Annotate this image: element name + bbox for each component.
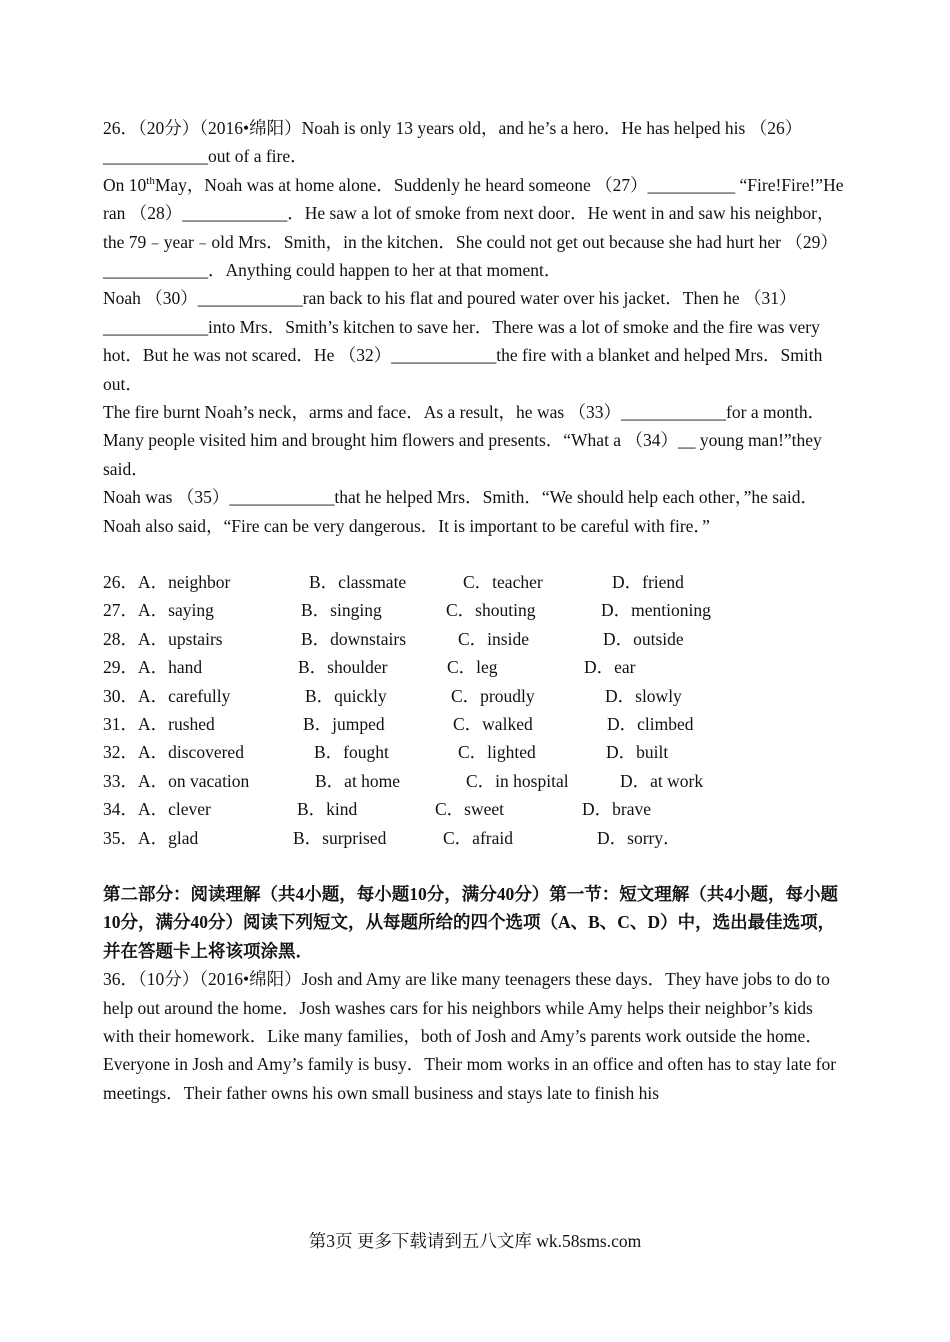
q36-paragraph-1: 36．（10分）（2016•绵阳）Josh and Amy are like many teenagers these days．They have jobs to do to help out around the home．Josh washes cars for his neighbors while Amy helps their neighbor’s kids with their homework．Like many families，both of Josh and Amy’s parents work outside the home． (103, 969, 830, 1047)
option-d: D．at work (620, 770, 704, 791)
option-b: B．singing (301, 600, 382, 621)
option-c: C．lighted (458, 742, 536, 763)
option-a: 29．A．hand (103, 657, 203, 678)
option-a: 33．A．on vacation (103, 770, 250, 791)
passage-p1-post: May，Noah was at home alone．Suddenly he heard someone （27）__________ “Fire!Fire!”He ran （28）____________．He saw a lot of smoke from next door．He went in and saw his neighbor，the 79﹣year﹣old Mrs．Smith，in the kitchen．She could not get out because she had hurt her （29）____________．Anything could happen to her at that moment． (103, 174, 844, 281)
option-d: D．climbed (607, 714, 694, 735)
option-row-33 (103, 767, 848, 795)
option-c: C．inside (458, 628, 529, 649)
spacer (103, 540, 848, 568)
option-c: C．proudly (451, 685, 535, 706)
option-b: B．jumped (303, 714, 385, 735)
option-a: 32．A．discovered (103, 742, 244, 763)
option-b: B．shoulder (298, 657, 388, 678)
spacer (103, 852, 848, 880)
option-a: 28．A．upstairs (103, 628, 223, 649)
option-row-34 (103, 795, 848, 823)
option-b: B．downstairs (301, 628, 406, 649)
option-row-29 (103, 653, 848, 681)
passage-p1-pre: On 10 (103, 174, 147, 195)
option-d: D．sorry． (597, 827, 681, 848)
option-d: D．brave (582, 799, 652, 820)
option-a: 27．A．saying (103, 600, 214, 621)
option-a: 31．A．rushed (103, 714, 215, 735)
passage-paragraph-4: Noah was （35）____________that he helped Mrs．Smith．“We should help each other，”he said． (103, 487, 818, 508)
option-row-28 (103, 625, 848, 653)
page-content (103, 114, 848, 1107)
option-b: B．quickly (305, 685, 387, 706)
option-b: B．classmate (309, 572, 407, 593)
option-d: D．ear (584, 657, 636, 678)
passage-paragraph-1 (103, 171, 848, 285)
passage-paragraph-5: Noah also said，“Fire can be very dangerous．It is important to be careful with fire．” (103, 515, 710, 536)
passage-p1-sup: th (146, 174, 155, 187)
option-d: D．outside (603, 628, 684, 649)
option-a: 30．A．carefully (103, 685, 231, 706)
option-row-30 (103, 682, 848, 710)
option-b: B．at home (315, 770, 401, 791)
option-row-26 (103, 568, 848, 596)
option-c: C．afraid (443, 827, 513, 848)
option-row-27 (103, 596, 848, 624)
option-d: D．mentioning (601, 600, 711, 621)
option-row-31 (103, 710, 848, 738)
q26-intro: 26．（20分）（2016•绵阳）Noah is only 13 years old，and he’s a hero．He has helped his （26）____________out of a fire． (103, 118, 803, 167)
section-heading: 第二部分：阅读理解（共4小题，每小题10分，满分40分）第一节：短文理解（共4小题，每小题10分，满分40分）阅读下列短文，从每题所给的四个选项（A、B、C、D）中，选出最佳选项，并在答题卡上将该项涂黑． (103, 884, 838, 961)
option-a: 35．A．glad (103, 827, 199, 848)
option-c: C．teacher (463, 572, 543, 593)
page-footer: 第3页 更多下载请到五八文库 wk.58sms.com (308, 1231, 642, 1251)
option-a: 34．A．clever (103, 799, 211, 820)
option-a: 26．A．neighbor (103, 572, 231, 593)
passage-paragraph-3: The fire burnt Noah’s neck，arms and face．As a result，he was （33）____________for a month．Many people visited him and brought him flowers and presents．“What a （34）__ young man!”they said． (103, 402, 826, 479)
passage-paragraph-2: Noah （30）____________ran back to his flat and poured water over his jacket．Then he （31）____________into Mrs．Smith’s kitchen to save her．There was a lot of smoke and the fire was very hot．But he was not scared．He （32）____________the fire with a blanket and helped Mrs．Smith out． (103, 288, 823, 394)
option-c: C．shouting (446, 600, 536, 621)
option-c: C．in hospital (466, 770, 569, 791)
option-b: B．surprised (293, 827, 387, 848)
option-d: D．built (606, 742, 669, 763)
option-b: B．fought (314, 742, 389, 763)
option-row-35 (103, 824, 848, 852)
options-list (103, 568, 848, 852)
option-c: C．walked (453, 714, 533, 735)
q36-paragraph-2: Everyone in Josh and Amy’s family is busy．Their mom works in an office and often has to stay late for meetings．Their father owns his own small business and stays late to finish his (103, 1054, 837, 1103)
option-c: C．sweet (435, 799, 505, 820)
option-d: D．slowly (605, 685, 682, 706)
option-d: D．friend (612, 572, 684, 593)
option-c: C．leg (447, 657, 498, 678)
option-b: B．kind (297, 799, 358, 820)
option-row-32 (103, 738, 848, 766)
